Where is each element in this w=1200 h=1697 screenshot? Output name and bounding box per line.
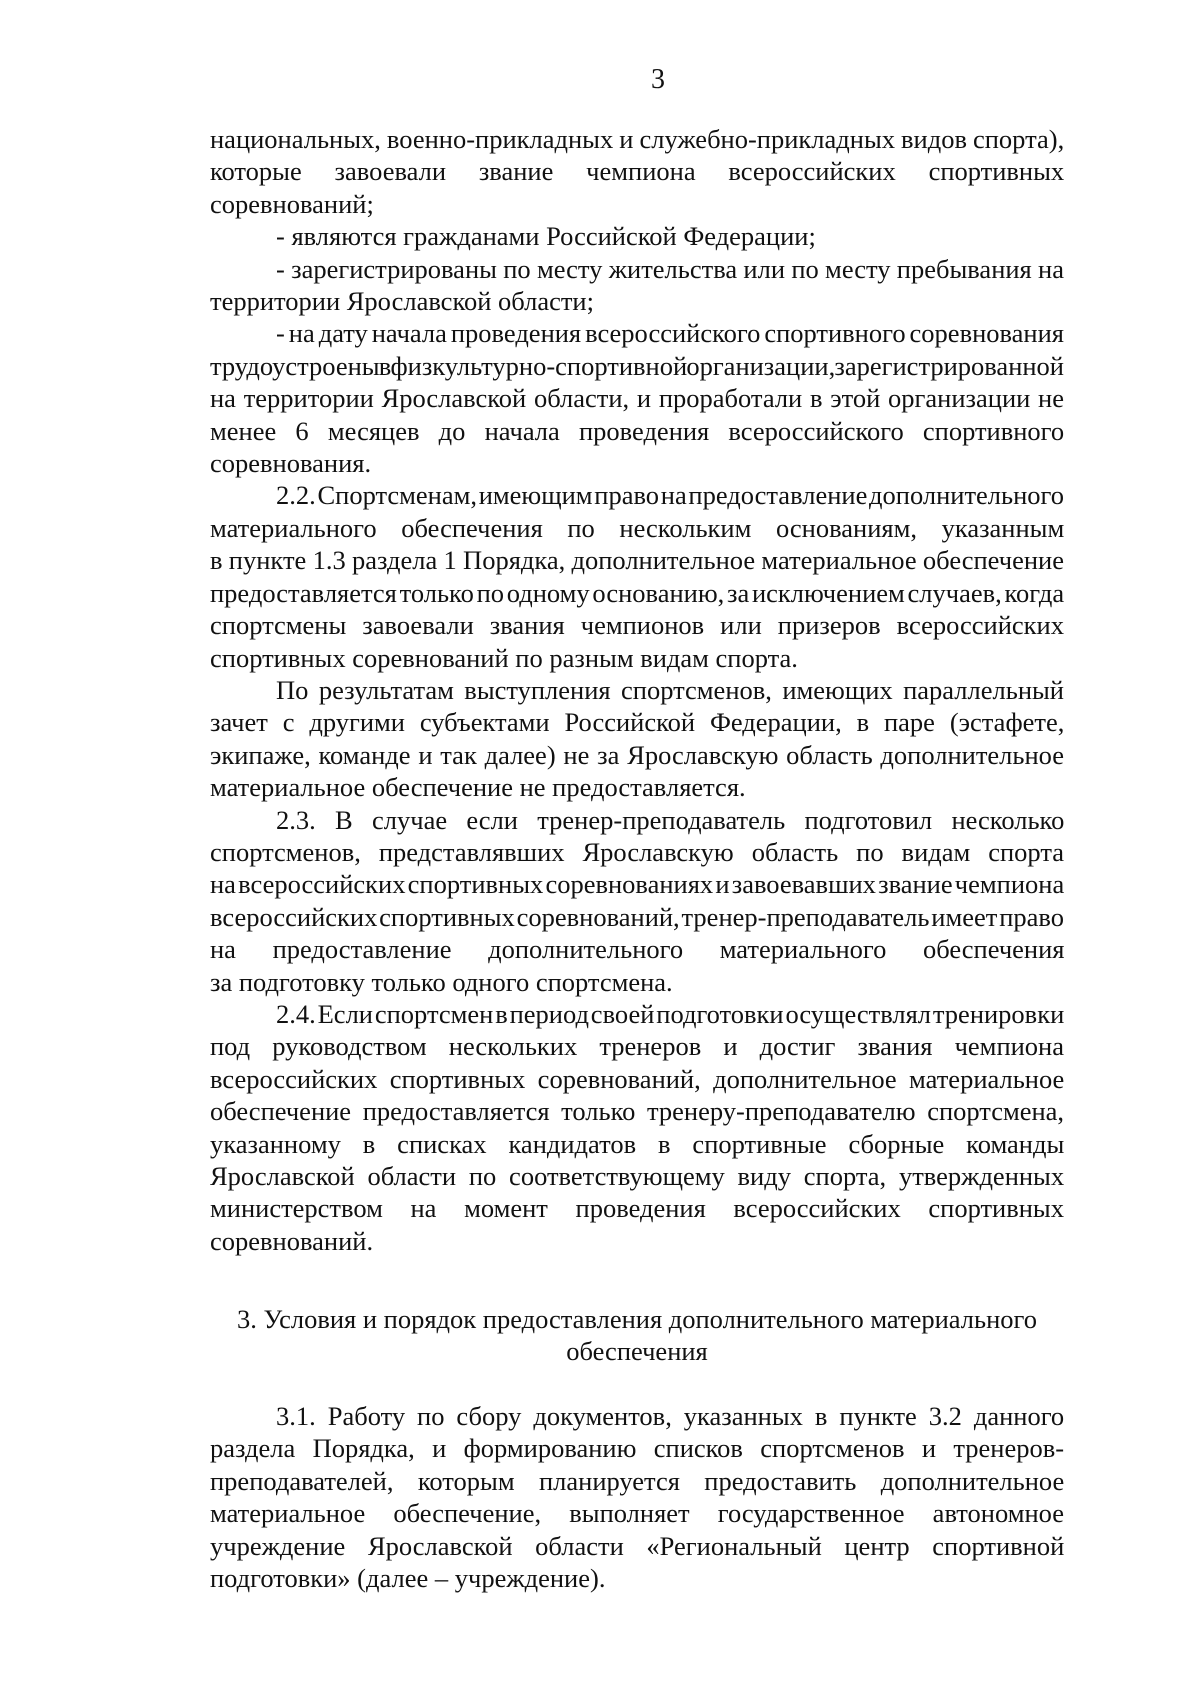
page-number: 3 bbox=[651, 64, 665, 95]
paragraph-line: министерством на момент проведения всероссийских спортивных bbox=[210, 1193, 1064, 1224]
paragraph-line: 2.2. Спортсменам, имеющим право на предоставление дополнительного bbox=[276, 480, 1064, 511]
paragraph-line: спортсменов, представлявших Ярославскую область по видам спорта bbox=[210, 836, 1064, 867]
paragraph-line: за подготовку только одного спортсмена. bbox=[210, 966, 673, 997]
paragraph-line: обеспечение предоставляется только тренеру-преподавателю спортсмена, bbox=[210, 1096, 1065, 1127]
paragraph-line: 2.4. Если спортсмен в период своей подготовки осуществлял тренировки bbox=[276, 998, 1065, 1029]
paragraph-line: экипаже, команде и так далее) не за Ярославскую область дополнительное bbox=[210, 739, 1064, 770]
paragraph-line: подготовки» (далее – учреждение). bbox=[210, 1563, 606, 1594]
document-body-section-2 bbox=[210, 123, 1064, 1257]
paragraph-line: 2.3. В случае если тренер-преподаватель подготовил несколько bbox=[276, 804, 1065, 835]
paragraph-line: спортсмены завоевали звания чемпионов или призеров всероссийских bbox=[210, 610, 1064, 641]
paragraph bbox=[210, 674, 1064, 804]
paragraph-line: в пункте 1.3 раздела 1 Порядка, дополнительное материальное обеспечение bbox=[210, 545, 1064, 576]
paragraph-line: всероссийских спортивных соревнований, дополнительное материальное bbox=[210, 1063, 1065, 1094]
paragraph-line: материального обеспечения по нескольким основаниям, указанным bbox=[210, 512, 1065, 543]
paragraph-line: на территории Ярославской области, и проработали в этой организации не bbox=[210, 383, 1064, 414]
paragraph bbox=[210, 479, 1064, 673]
paragraph-line: под руководством нескольких тренеров и достиг звания чемпиона bbox=[210, 1031, 1064, 1062]
paragraph bbox=[210, 220, 1064, 252]
section-heading-line-2: обеспечения bbox=[566, 1336, 708, 1367]
paragraph-line: - на дату начала проведения всероссийского спортивного соревнования bbox=[276, 318, 1064, 349]
paragraph-line: которые завоевали звание чемпиона всероссийских спортивных bbox=[210, 156, 1065, 187]
paragraph-line: предоставляется только по одному основанию, за исключением случаев, когда bbox=[210, 577, 1065, 608]
paragraph bbox=[210, 317, 1064, 479]
paragraph-line: раздела Порядка, и формированию списков спортсменов и тренеров- bbox=[210, 1433, 1065, 1464]
paragraph-line: всероссийских спортивных соревнований, тренер-преподаватель имеет право bbox=[210, 901, 1064, 932]
section-heading bbox=[210, 1303, 1064, 1368]
paragraph-line: национальных, военно-прикладных и служебно-прикладных видов спорта), bbox=[210, 124, 1065, 154]
paragraph bbox=[210, 804, 1064, 998]
paragraph-line: спортивных соревнований по разным видам спорта. bbox=[210, 642, 798, 673]
paragraph-line: По результатам выступления спортсменов, имеющих параллельный bbox=[276, 674, 1064, 705]
paragraph bbox=[210, 1400, 1064, 1594]
paragraph bbox=[210, 253, 1064, 318]
paragraph-line: Ярославской области по соответствующему виду спорта, утвержденных bbox=[210, 1161, 1065, 1191]
paragraph bbox=[210, 998, 1064, 1257]
paragraph-line: 3.1. Работу по сбору документов, указанных в пункте 3.2 данного bbox=[276, 1401, 1065, 1431]
paragraph-line: на предоставление дополнительного материального обеспечения bbox=[210, 934, 1065, 965]
section-heading-line-1: 3. Условия и порядок предоставления дополнительного материального bbox=[237, 1304, 1037, 1334]
paragraph-line: менее 6 месяцев до начала проведения всероссийского спортивного bbox=[210, 415, 1065, 446]
paragraph-line: соревнования. bbox=[210, 448, 372, 479]
paragraph-line: преподавателей, которым планируется предоставить дополнительное bbox=[210, 1465, 1065, 1496]
paragraph-line: соревнований; bbox=[210, 188, 374, 219]
paragraph-line: трудоустроены в физкультурно-спортивной организации, зарегистрированной bbox=[210, 350, 1064, 381]
paragraph-line: материальное обеспечение не предоставляется. bbox=[210, 772, 746, 803]
document-body-section-3 bbox=[210, 1400, 1064, 1594]
paragraph-line: указанному в списках кандидатов в спортивные сборные команды bbox=[210, 1128, 1065, 1159]
paragraph-line: зачет с другими субъектами Российской Федерации, в паре (эстафете, bbox=[210, 707, 1065, 738]
paragraph-line: территории Ярославской области; bbox=[210, 286, 594, 317]
paragraph-line: соревнований. bbox=[210, 1225, 374, 1256]
paragraph-line: материальное обеспечение, выполняет государственное автономное bbox=[210, 1498, 1064, 1529]
paragraph-line: учреждение Ярославской области «Региональный центр спортивной bbox=[210, 1530, 1065, 1561]
paragraph-line: - зарегистрированы по месту жительства или по месту пребывания на bbox=[276, 253, 1064, 284]
paragraph-line: на всероссийских спортивных соревнованиях и завоевавших звание чемпиона bbox=[210, 869, 1065, 900]
paragraph bbox=[210, 123, 1064, 220]
paragraph-line: - являются гражданами Российской Федерации; bbox=[276, 221, 816, 252]
